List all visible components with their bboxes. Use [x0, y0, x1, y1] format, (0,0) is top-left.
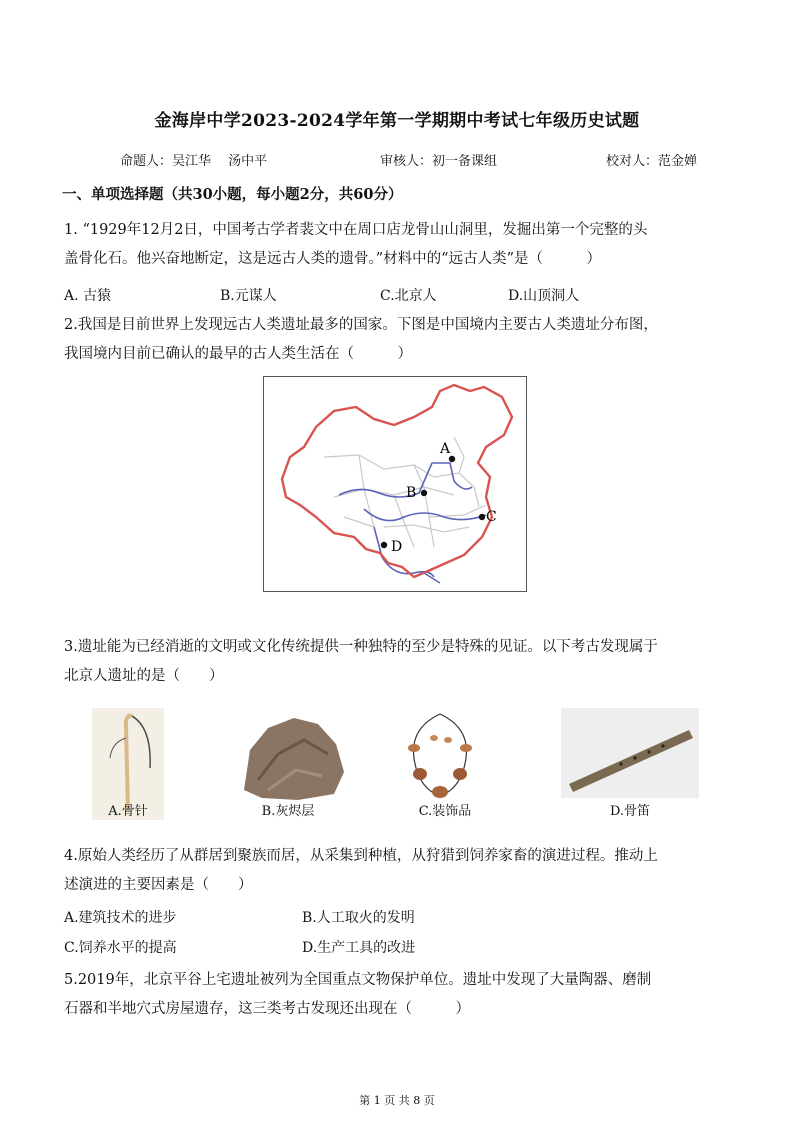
- q4-option-a: A.建筑技术的进步: [64, 910, 177, 926]
- site-d-label: D: [391, 539, 403, 555]
- q4-option-b: B.人工取火的发明: [302, 910, 415, 926]
- ornament-image: [400, 708, 480, 804]
- site-b-dot: [421, 490, 427, 496]
- proofreader-line: 校对人：范金婵: [606, 154, 698, 169]
- question-2-line-2: 我国境内目前已确认的最早的古人类生活在（ ）: [64, 346, 412, 362]
- site-b-label: B: [406, 485, 417, 501]
- question-3-line-2: 北京人遗址的是（ ）: [64, 668, 224, 684]
- question-5-line-1: 5.2019年，北京平谷上宅遗址被列为全国重点文物保护单位。遗址中发现了大量陶器、磨制: [64, 972, 652, 988]
- question-3-line-1: 3.遗址能为已经消逝的文明或文化传统提供一种独特的至少是特殊的见证。以下考古发现属于: [64, 639, 658, 655]
- site-c-dot: [479, 514, 485, 520]
- q1-option-b: B.元谋人: [220, 288, 277, 304]
- china-map-graphic: [264, 377, 526, 591]
- question-1: [64, 216, 734, 274]
- site-a-label: A: [440, 441, 451, 457]
- author-line: 命题人：吴江华 汤中平: [120, 154, 268, 169]
- china-sites-map: [263, 376, 527, 592]
- q1-option-c: C.北京人: [380, 288, 437, 304]
- site-d-dot: [381, 542, 387, 548]
- river-lines: [339, 463, 486, 577]
- question-2: [64, 311, 734, 369]
- q1-option-a: A. 古猿: [64, 288, 112, 304]
- site-c-label: C: [486, 509, 497, 525]
- reviewer-line: 审核人：初一备课组: [380, 154, 498, 169]
- option-a-caption: A.骨针: [108, 804, 148, 819]
- section-title: 一、单项选择题（共30小题，每小题2分，共60分）: [62, 186, 403, 203]
- page-footer: 第 1 页 共 8 页: [359, 1094, 435, 1107]
- q4-option-c: C.饲养水平的提高: [64, 940, 177, 956]
- q1-option-d: D.山顶洞人: [508, 288, 580, 304]
- exam-title: 金海岸中学2023-2024学年第一学期期中考试七年级历史试题: [154, 111, 640, 131]
- option-d-caption: D.骨笛: [609, 804, 651, 819]
- option-c-caption: C.装饰品: [418, 804, 472, 819]
- q4-option-d: D.生产工具的改进: [302, 940, 416, 956]
- question-2-line-1: 2.我国是目前世界上发现远古人类遗址最多的国家。下图是中国境内主要古人类遗址分布图，: [64, 317, 658, 333]
- bone-flute-image: [561, 708, 699, 798]
- question-1-line-2: 盖骨化石。他兴奋地断定，这是远古人类的遗骨。”材料中的“远古人类”是（ ）: [64, 251, 601, 267]
- question-5: [64, 966, 734, 1024]
- option-b-caption: B.灰烬层: [261, 804, 315, 819]
- question-4-line-1: 4.原始人类经历了从群居到聚族而居，从采集到种植，从狩猎到饲养家畜的演进过程。推动上: [64, 848, 658, 864]
- ash-layer-image: [238, 710, 350, 802]
- question-3: [64, 633, 734, 691]
- question-4: [64, 842, 734, 900]
- question-4-line-2: 述演进的主要因素是（ ）: [64, 877, 253, 893]
- question-1-line-1: 1. “1929年12月2日，中国考古学者裴文中在周口店龙骨山山洞里，发掘出第一个完整的头: [64, 222, 648, 238]
- question-5-line-2: 石器和半地穴式房屋遗存，这三类考古发现还出现在（ ）: [64, 1001, 470, 1017]
